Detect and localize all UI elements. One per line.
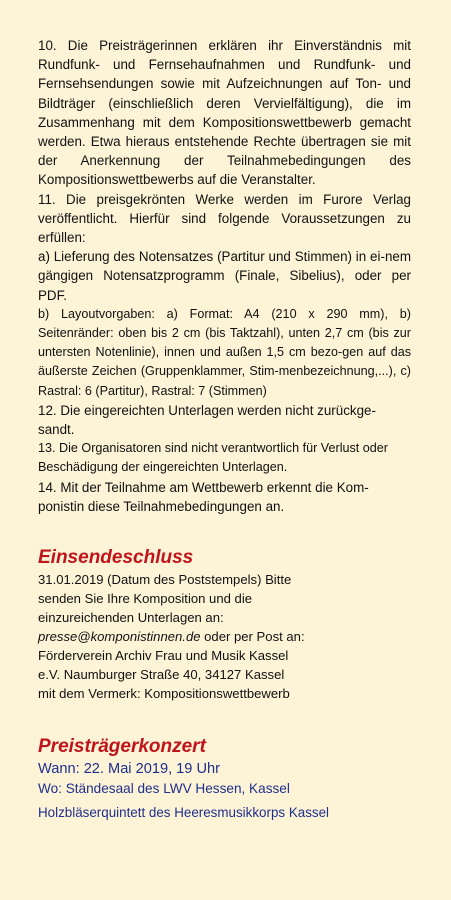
deadline-line-6: e.V. Naumburger Straße 40, 34127 Kassel xyxy=(38,667,285,682)
deadline-line-1: 31.01.2019 (Datum des Poststempels) Bitte xyxy=(38,572,292,587)
rules-section xyxy=(38,36,411,516)
deadline-section xyxy=(38,546,418,703)
deadline-title: Einsendeschluss xyxy=(38,547,194,568)
rule-12: 12. Die eingereichten Unterlagen werden nicht zurückge-sandt. xyxy=(38,402,376,438)
rule-11b: b) Layoutvorgaben: a) Format: A4 (210 x 290 mm), b) Seitenränder: oben bis 2 cm (bis Taktzahl), unten 2,7 cm (bis zur untersten Notenlinie), innen und außen 1,5 cm bezo-gen auf das äußerste Zeichen (Gruppenklammer, Stim-menbezeichnung,...), c) Rastral: 6 (Partitur), Rastral: 7 (Stimmen) xyxy=(38,306,411,398)
deadline-line-3: einzureichenden Unterlagen an: xyxy=(38,610,224,625)
rule-11a: a) Lieferung des Notensatzes (Partitur und Stimmen) in ei-nem gängigen Notensatzprogramm (Finale, Sibelius), oder per PDF. xyxy=(38,249,411,303)
rule-10: 10. Die Preisträgerinnen erklären ihr Einverständnis mit Rundfunk- und Fernsehaufnahmen und Rundfunk- und Fernsehsendungen sowie mit Aufzeichnungen auf Ton- und Bildträger (einschließlich deren Vervielfältigung), die im Zusammenhang mit dem Kompositionswettbewerb gemacht werden. Etwa hieraus entstehende Rechte übertragen sie mit der Anerkennung der Teilnahmebedingungen des Kompositionswettbewerbs auf die Veranstalter. xyxy=(38,38,411,188)
rule-13: 13. Die Organisatoren sind nicht verantwortlich für Verlust oder Beschädigung der eingereichten Unterlagen. xyxy=(38,441,388,475)
deadline-line-4 xyxy=(38,627,418,646)
concert-where: Wo: Ständesaal des LWV Hessen, Kassel xyxy=(38,781,290,796)
concert-section xyxy=(38,735,428,824)
concert-when: Wann: 22. Mai 2019, 19 Uhr xyxy=(38,761,220,777)
concert-title: Preisträgerkonzert xyxy=(38,736,206,757)
email-link[interactable]: presse@komponistinnen.de xyxy=(38,629,201,644)
rule-11: 11. Die preisgekrönten Werke werden im Furore Verlag veröffentlicht. Hierfür sind folgende Voraussetzungen zu erfüllen: xyxy=(38,191,411,246)
deadline-line-5: Förderverein Archiv Frau und Musik Kassel xyxy=(38,648,289,663)
rule-14: 14. Mit der Teilnahme am Wettbewerb erkennt die Kom-ponistin diese Teilnahmebedingungen an. xyxy=(38,479,369,514)
concert-ensemble: Holzbläserquintett des Heeresmusikkorps Kassel xyxy=(38,805,330,820)
deadline-line-7: mit dem Vermerk: Kompositionswettbewerb xyxy=(38,686,290,701)
email-suffix: oder per Post an: xyxy=(200,629,305,644)
deadline-line-2: senden Sie Ihre Komposition und die xyxy=(38,591,253,606)
